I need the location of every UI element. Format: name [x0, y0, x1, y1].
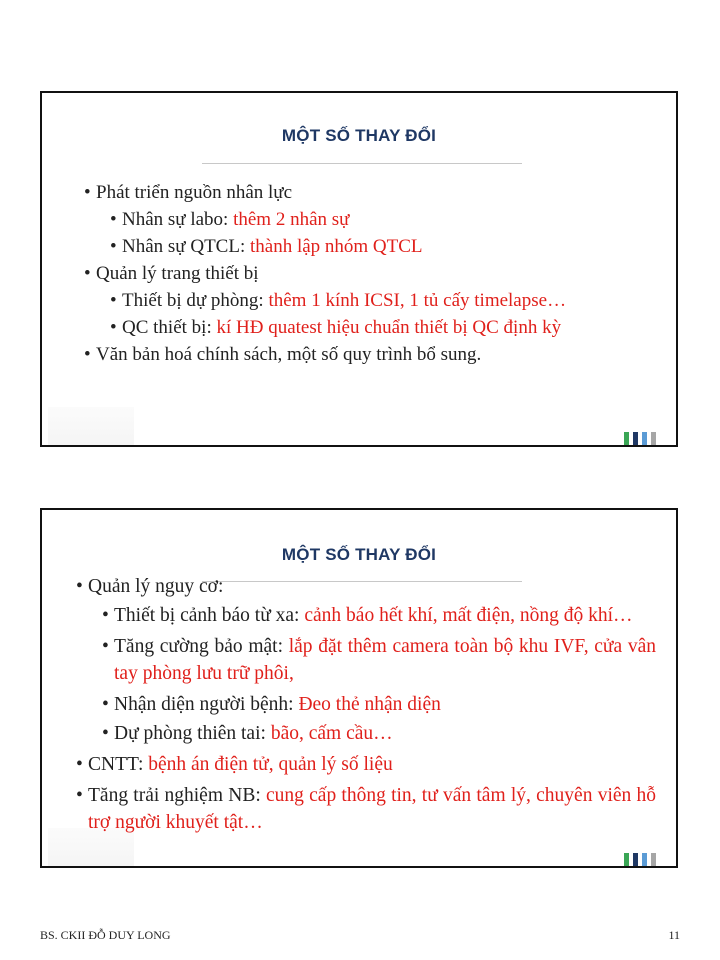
sub-bullet-item — [76, 720, 656, 747]
title-divider — [202, 163, 522, 164]
bullet-label: Tăng trải nghiệm NB: — [88, 785, 266, 806]
deco-bar — [633, 853, 638, 866]
bullet-label: Nhân sự labo: — [122, 209, 234, 230]
sub-bullet-item — [84, 314, 664, 341]
bullet-highlight: thêm 2 nhân sự — [233, 209, 350, 230]
slide-logo-placeholder — [48, 407, 134, 445]
slide-title: MỘT SỐ THAY ĐỔI — [281, 126, 437, 145]
bullet-highlight: cung cấp thông tin, tư vấn tâm lý, chuyên viên hỗ trợ người khuyết tật… — [88, 785, 656, 833]
bullet-label: Thiết bị cảnh báo từ xa: — [114, 605, 305, 626]
bullet-item — [84, 341, 664, 368]
bullet-list — [84, 179, 664, 368]
bullet-label: Thiết bị dự phòng: — [122, 290, 269, 311]
bullet-label: Nhận diện người bệnh: — [114, 694, 299, 715]
sub-bullet-item — [76, 633, 656, 687]
bullet-text: Phát triển nguồn nhân lực — [96, 182, 293, 203]
bullet-highlight: thêm 1 kính ICSI, 1 tủ cấy timelapse… — [268, 290, 567, 311]
bullet-highlight: bão, cấm cầu… — [270, 723, 393, 744]
decorative-bars — [624, 853, 656, 866]
bullet-item — [76, 751, 656, 778]
deco-bar — [624, 432, 629, 445]
bullet-highlight: thành lập nhóm QTCL — [249, 236, 423, 257]
bullet-text: Văn bản hoá chính sách, một số quy trình bổ sung. — [96, 344, 482, 365]
bullet-label: Nhân sự QTCL: — [122, 236, 250, 257]
sub-bullet-item — [76, 602, 656, 629]
deco-bar — [624, 853, 629, 866]
deco-bar — [651, 853, 656, 866]
footer-author: BS. CKII ĐỖ DUY LONG — [40, 928, 171, 942]
sub-bullet-item — [76, 691, 656, 718]
bullet-highlight: cảnh báo hết khí, mất điện, nồng độ khí… — [304, 605, 633, 626]
page-number: 11 — [668, 928, 680, 942]
bullet-label: Dự phòng thiên tai: — [114, 723, 271, 744]
sub-bullet-item — [84, 233, 664, 260]
sub-bullet-item — [84, 206, 664, 233]
decorative-bars — [624, 432, 656, 445]
bullet-item — [76, 782, 656, 836]
bullet-text: Quản lý nguy cơ: — [88, 576, 224, 597]
deco-bar — [651, 432, 656, 445]
slide-1 — [40, 91, 678, 447]
bullet-highlight: Đeo thẻ nhận diện — [298, 694, 441, 715]
slide-title: MỘT SỐ THAY ĐỔI — [281, 545, 437, 564]
bullet-highlight: bệnh án điện tử, quản lý số liệu — [148, 754, 393, 775]
bullet-item — [76, 573, 656, 600]
bullet-list — [76, 573, 656, 836]
bullet-label: Tăng cường bảo mật: — [114, 636, 289, 657]
sub-bullet-item — [84, 287, 664, 314]
bullet-text: Quản lý trang thiết bị — [96, 263, 259, 284]
bullet-item — [84, 179, 664, 206]
deco-bar — [633, 432, 638, 445]
bullet-item — [84, 260, 664, 287]
bullet-highlight: kí HĐ quatest hiệu chuẩn thiết bị QC định kỳ — [216, 317, 562, 338]
bullet-label: CNTT: — [88, 754, 149, 775]
bullet-highlight: lắp đặt thêm camera toàn bộ khu IVF, cửa vân tay phòng lưu trữ phôi, — [114, 636, 657, 684]
deco-bar — [642, 853, 647, 866]
slide-2 — [40, 508, 678, 868]
deco-bar — [642, 432, 647, 445]
bullet-label: QC thiết bị: — [122, 317, 217, 338]
